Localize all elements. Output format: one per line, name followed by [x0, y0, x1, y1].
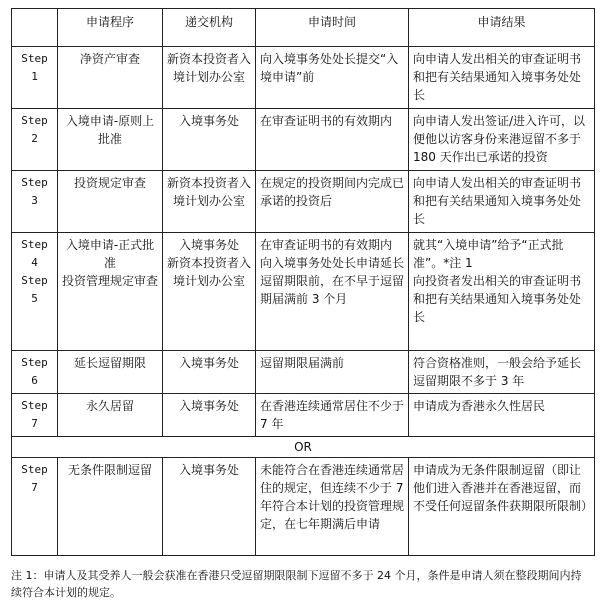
result-cell: 符合资格准则，一般会给予延长逗留期限不多于 3 年 [409, 351, 595, 394]
time-cell: 在规定的投资期间内完成已承诺的投资后 [256, 171, 409, 233]
step-cell [12, 458, 58, 556]
step-number: 1 [31, 70, 38, 83]
header-agency: 递交机构 [163, 9, 256, 47]
time-cell: 未能符合在香港连续通常居住的规定，但连续不少于 7 年符合本计划的投资管理规定，在七年期满后申请 [256, 458, 409, 556]
step-number: 7 [31, 481, 38, 494]
table-row [12, 171, 595, 233]
result-cell: 申请成为香港永久性居民 [409, 394, 595, 437]
result-cell [409, 233, 595, 351]
table-row [12, 233, 595, 351]
or-label: OR [12, 437, 595, 458]
agency-cell [163, 233, 256, 351]
application-process-table [11, 8, 595, 556]
agency-cell: 入境事务处 [163, 109, 256, 171]
procedure-cell: 入境申请-原则上批准 [58, 109, 163, 171]
or-separator-row [12, 437, 595, 458]
step-word: Step [21, 399, 48, 412]
step-word: Step [21, 356, 48, 369]
result-cell: 向申请人发出相关的审查证明书和把有关结果通知入境事务处处长 [409, 171, 595, 233]
result-cell: 申请成为无条件限制逗留（即让他们进入香港并在香港逗留，而不受任何逗留条件获期限所限制） [409, 458, 595, 556]
step-word: Step [21, 176, 48, 189]
agency-cell: 新资本投资者入境计划办公室 [163, 47, 256, 109]
step-word: Step [21, 274, 48, 287]
table-row [12, 109, 595, 171]
step-word: Step [21, 238, 48, 251]
agency-text: 新资本投资者入境计划办公室 [167, 256, 252, 288]
step-cell [12, 394, 58, 437]
procedure-text: 入境申请-正式批准 [65, 238, 155, 270]
table-header-row [12, 9, 595, 47]
step-number: 7 [31, 417, 38, 430]
step-number: 5 [31, 292, 38, 305]
step-number: 2 [31, 132, 38, 145]
step-number: 3 [31, 194, 38, 207]
procedure-cell: 延长逗留期限 [58, 351, 163, 394]
time-cell: 逗留期限届满前 [256, 351, 409, 394]
table-row [12, 351, 595, 394]
step-cell [12, 233, 58, 351]
agency-cell: 入境事务处 [163, 394, 256, 437]
time-cell [256, 233, 409, 351]
step-word: Step [21, 463, 48, 476]
result-cell: 向申请人发出相关的审查证明书和把有关结果通知入境事务处处长 [409, 47, 595, 109]
agency-cell: 入境事务处 [163, 351, 256, 394]
step-cell [12, 171, 58, 233]
table-row [12, 458, 595, 556]
header-procedure: 申请程序 [58, 9, 163, 47]
header-result: 申请结果 [409, 9, 595, 47]
time-text: 在审查证明书的有效期内 [260, 238, 393, 252]
procedure-cell [58, 233, 163, 351]
agency-text: 入境事务处 [178, 238, 239, 252]
procedure-cell: 净资产审查 [58, 47, 163, 109]
agency-cell: 新资本投资者入境计划办公室 [163, 171, 256, 233]
step-number: 4 [31, 256, 38, 269]
procedure-cell: 无条件限制逗留 [58, 458, 163, 556]
header-step [12, 9, 58, 47]
step-cell [12, 351, 58, 394]
result-text: 向投资者发出相关的审查证明书和把有关结果通知入境事务处处长 [413, 274, 582, 324]
procedure-cell: 永久居留 [58, 394, 163, 437]
step-cell [12, 109, 58, 171]
step-number: 6 [31, 374, 38, 387]
result-cell: 向申请人发出签证/进入许可，以便他以访客身份来港逗留不多于 180 天作出已承诺的投资 [409, 109, 595, 171]
step-word: Step [21, 52, 48, 65]
footnote: 注 1：申请人及其受养人一般会获准在香港只受逗留期限限制下逗留不多于 24 个月，条件是申请人须在整段期间内持续符合本计划的规定。 [11, 569, 582, 599]
agency-cell: 入境事务处 [163, 458, 256, 556]
step-cell [12, 47, 58, 109]
table-row [12, 394, 595, 437]
header-time: 申请时间 [256, 9, 409, 47]
step-word: Step [21, 114, 48, 127]
time-text: 向入境事务处处长申请延长逗留期限前，在不早于逗留期届满前 3 个月 [260, 256, 405, 306]
time-cell: 向入境事务处处长提交“入境申请”前 [256, 47, 409, 109]
procedure-text: 投资管理规定审查 [62, 274, 159, 288]
time-cell: 在香港连续通常居住不少于 7 年 [256, 394, 409, 437]
result-text: 就其“入境申请”给予“正式批准”。*注 1 [413, 238, 564, 270]
procedure-cell: 投资规定审查 [58, 171, 163, 233]
time-cell: 在审查证明书的有效期内 [256, 109, 409, 171]
table-row [12, 47, 595, 109]
